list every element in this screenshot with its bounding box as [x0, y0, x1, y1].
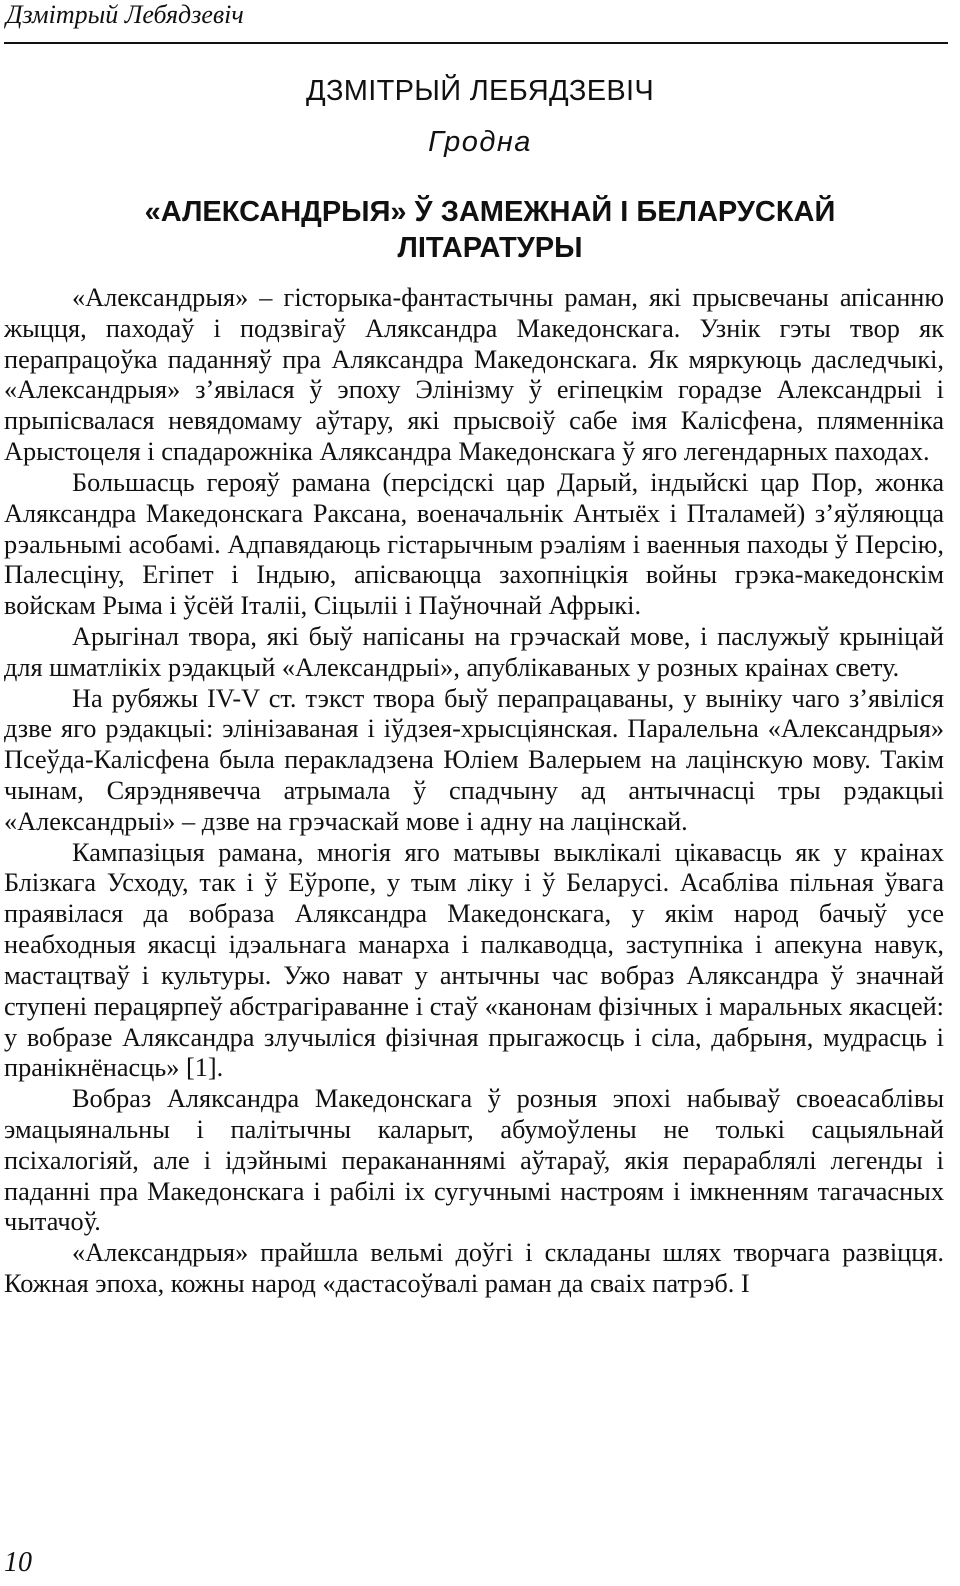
header-rule — [4, 42, 948, 44]
article-author: ДЗМІТРЫЙ ЛЕБЯДЗЕВІЧ — [306, 75, 654, 107]
page-number: 10 — [4, 1547, 32, 1578]
paragraph: Вобраз Аляксандра Македонскага ў розныя эпохі набываў своеасаблівы эмацыянальны і палітычны каларыт, абумоўлены не толькі сацыяльнай псіхалогіяй, але і ідэйнымі перакананнямі аўтараў, якія перараблялі легенды і паданні пра Македонскага і рабілі іх сугучнымі настроям і імкненням тагачасных чытачоў. — [4, 1084, 944, 1237]
running-head: Дзмітрый Лебядзевіч — [6, 0, 244, 29]
paragraph: Большасць герояў рамана (персідскі цар Дарый, індыйскі цар Пор, жонка Аляксандра Македонскага Раксана, военачальнік Антыёх і Пталамей) з’яўляюцца рэальнымі асобамі. Адпавядаюць гістарычным рэаліям і ваенныя паходы ў Персію, Палесціну, Егіпет і Індыю, апісваюцца захопніцкія войны грэка-македонскім войскам Рыма і ўсёй Італіі, Сіцыліі і Паўночнай Афрыкі. — [4, 467, 944, 621]
paragraph: Кампазіцыя рамана, многія яго матывы выклікалі цікавасць як у краінах Блізкага Усходу, так і ў Еўропе, у тым ліку і ў Беларусі. Асабліва пільная ўвага праявілася да вобраза Аляксандра Македонскага, у якім народ бачыў усе неабходныя якасці ідэальнага манарха і палкаводца, заступніка і апекуна навук, мастацтваў і культуры. Ужо нават у антычны час вобраз Аляксандра ў значнай ступені перацярпеў абстрагіраванне і стаў «канонам фізічных і маральных якасцей: у вобразе Аляксандра злучыліся фізічная прыгажосць і сіла, дабрыня, мудрасць і пранікнёнасць» [1]. — [4, 837, 944, 1083]
article-title: «АЛЕКСАНДРЫЯ» Ў ЗАМЕЖНАЙ І БЕЛАРУСКАЙ ЛІТАРАТУРЫ — [144, 196, 836, 264]
author-city: Гродна — [428, 126, 532, 158]
paragraph: Арыгінал твора, які быў напісаны на грэчаскай мове, і паслужыў крыніцай для шматлікіх рэдакцый «Александрыі», апублікаваных у розных краінах свету. — [4, 621, 944, 682]
paragraph: «Александрыя» – гісторыка-фантастычны раман, які прысвечаны апісанню жыцця, паходаў і подзвігаў Аляксандра Македонскага. Узнік гэты твор як перапрацоўка паданняў пра Аляксандра Македонскага. Як мяркуюць даследчыкі, «Александрыя» з’явілася ў эпоху Элінізму ў егіпецкім горадзе Александрыі і прыпісвалася невядомаму аўтару, які прысвоіў сабе імя Калісфена, пляменніка Арыстоцеля і спадарожніка Аляксандра Македонскага ў яго легендарных паходах. — [4, 283, 944, 467]
paragraph: «Александрыя» прайшла вельмі доўгі і складаны шлях творчага развіцця. Кожная эпоха, кожны народ «дастасоўвалі раман да сваіх патрэб. І — [4, 1238, 944, 1298]
article-body — [4, 283, 944, 1300]
paragraph: На рубяжы IV-V ст. тэкст твора быў перапрацаваны, у выніку чаго з’явіліся дзве яго рэдакцыі: элінізаваная і іўдзея-хрысціянская. Паралельна «Александрыя» Псеўда-Калісфена была перакладзена Юліем Валерыем на лацінскую мову. Такім чынам, Сярэднявечча атрымала ў спадчыну ад антычнасці тры рэдакцыі «Александрыі» – дзве на грэчаскай мове і адну на лацінскай. — [4, 683, 944, 836]
